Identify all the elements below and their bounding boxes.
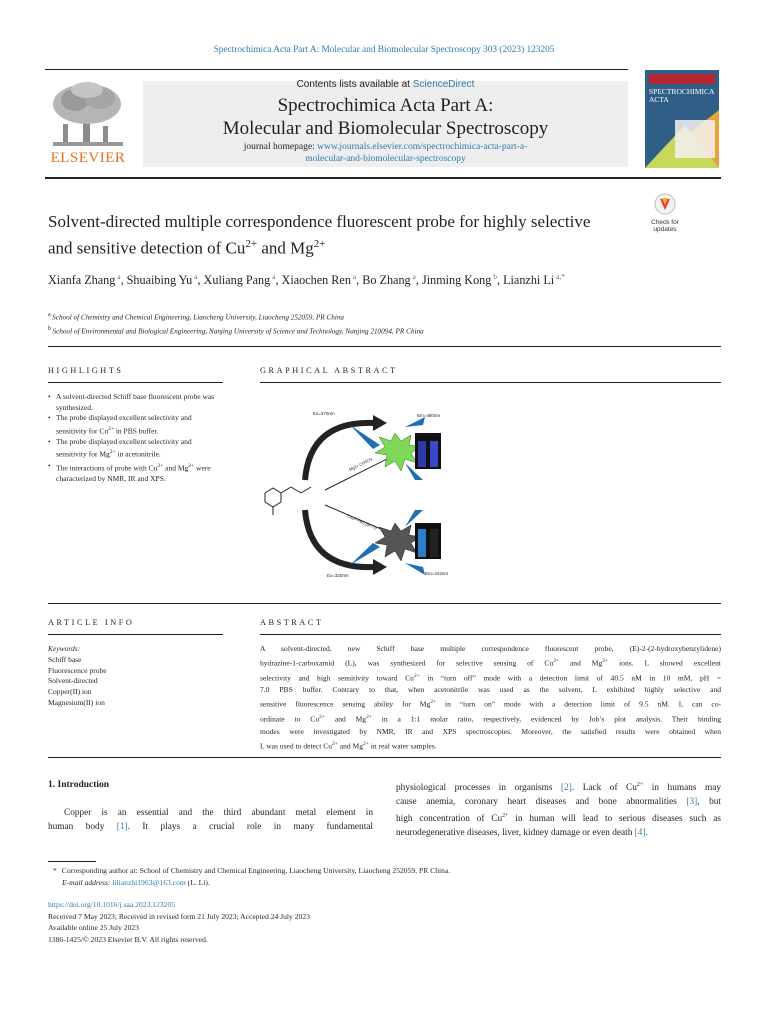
journal-title-line1: Spectrochimica Acta Part A: bbox=[277, 95, 494, 116]
author-affil-mark[interactable]: a bbox=[350, 272, 357, 281]
intro-left-column bbox=[48, 806, 373, 834]
highlights-list bbox=[48, 392, 223, 484]
abstract-line: A solvent-directed, new Schiff base multiple correspondence fluorescent probe, (E)-2-(2-hydroxybenzylidene) bbox=[260, 644, 721, 653]
journal-title bbox=[143, 94, 628, 140]
citation-link[interactable]: [1] bbox=[116, 822, 128, 832]
abstract-heading: ABSTRACT bbox=[260, 618, 324, 627]
keyword-item: Schiff base bbox=[48, 654, 82, 664]
running-head[interactable]: Spectrochimica Acta Part A: Molecular and Biomolecular Spectroscopy 303 (2023) 123205 bbox=[213, 45, 555, 55]
paragraph-line: cause anemia, coronary heart diseases and bone abnormalities [3], but bbox=[396, 797, 722, 808]
email-label: E-mail address: bbox=[62, 877, 113, 887]
author-name[interactable]: Xiaochen Ren bbox=[281, 273, 351, 288]
intro-right-column bbox=[396, 778, 721, 840]
turn-on-burst bbox=[375, 433, 421, 471]
ex-top-label: Ex=370nm bbox=[313, 411, 335, 416]
abstract-line: hydrazine-1-carboxamid (L), was synthesized for selective sensing of $Cu^{2+}$ and $Mg^{2+}$ ions. L showed excellent bbox=[260, 658, 722, 668]
highlight-item: • The probe displayed excellent selectivity and sensitivity for $Mg^{2+}$ in acetonitrile. bbox=[48, 437, 223, 461]
author-affil-mark[interactable]: a bbox=[270, 272, 276, 281]
arrow-bottom-label: Cu2+ PBS pH 7.0 bbox=[346, 513, 378, 531]
homepage-label: journal homepage: bbox=[243, 142, 318, 152]
abstract-line: modes were investigated by NMR, IR and XPS spectroscopies. Moreover, the satisfied results were obtained when bbox=[260, 726, 721, 736]
paragraph-line: high concentration of $Cu^{2+}$ in human will lead to serious diseases such as bbox=[396, 813, 721, 825]
author-name[interactable]: Lianzhi Li bbox=[503, 273, 555, 288]
available-online: Available online 25 July 2023 bbox=[48, 923, 139, 932]
author-affil-mark[interactable]: a bbox=[410, 272, 416, 281]
keyword-item: Fluorescence probe bbox=[48, 665, 107, 675]
abstract-line: ordinate to $Cu^{2+}$ and $Mg^{2+}$ in a 1:1 molar ratio, respectively, evidenced by Job’s plot analysis. Their binding bbox=[260, 714, 721, 724]
contents-prefix: Contents lists available at bbox=[296, 79, 413, 90]
graphical-abstract-heading: GRAPHICAL ABSTRACT bbox=[260, 366, 398, 375]
email-link[interactable]: lilianzhi1963@163.com bbox=[112, 877, 186, 887]
author-name[interactable]: Xuliang Pang bbox=[203, 273, 271, 288]
graphical-abstract-figure[interactable] bbox=[255, 405, 470, 585]
homepage-url-cont[interactable]: molecular-and-biomolecular-spectroscopy bbox=[305, 154, 466, 164]
highlight-item: • The interactions of probe with $Cu^{2+}$ and $Mg^{2+}$ were characterized by NMR, IR and XPS. bbox=[48, 461, 223, 485]
turn-on-label: Turn On bbox=[289, 418, 307, 437]
abstract-line: selectivity and high sensitivity toward $Cu^{2+}$ in “turn off” mode with a detection limit of 40.5 nM in 10 mM, pH = bbox=[260, 672, 721, 683]
highlights-heading: HIGHLIGHTS bbox=[48, 366, 124, 375]
citation-link[interactable]: [3] bbox=[686, 797, 698, 808]
em-top-label: Em=480nm bbox=[417, 413, 441, 418]
ex-bottom-label: Ex=320nm bbox=[327, 573, 349, 578]
copyright-line: 1386-1425/© 2023 Elsevier B.V. All rights reserved. bbox=[48, 934, 208, 944]
keyword-item: Solvent-directed bbox=[48, 676, 98, 686]
contents-line bbox=[143, 79, 628, 90]
paragraph-line: Copper is an essential and the third abundant metal element in bbox=[64, 808, 373, 818]
ga-rule bbox=[260, 382, 721, 383]
affiliations bbox=[48, 309, 688, 338]
sciencedirect-link[interactable]: ScienceDirect bbox=[412, 79, 475, 90]
author-affil-mark[interactable]: b bbox=[491, 272, 497, 281]
received-dates: Received 7 May 2023; Received in revised form 21 July 2023; Accepted 24 July 2023 bbox=[48, 911, 310, 921]
em-bottom-label: Em=442nm bbox=[425, 571, 449, 576]
paragraph-line: neurodegenerative diseases, liver, kidney damage or even death [4]. bbox=[396, 828, 648, 839]
footnote-rule bbox=[48, 861, 96, 862]
citation-link[interactable]: [4] bbox=[634, 828, 646, 839]
highlights-rule bbox=[48, 382, 223, 383]
email-suffix: (L. Li). bbox=[185, 877, 210, 887]
journal-cover[interactable] bbox=[645, 70, 719, 168]
keyword-item: Copper(II) ion bbox=[48, 687, 92, 697]
article-history bbox=[48, 899, 728, 945]
abstract-line: 7.0 PBS buffer. Contrary to that, when acetonitrile was used as the solvent, L exhibited highly selective and bbox=[260, 685, 721, 695]
paragraph-line: physiological processes in organisms [2]. Lack of $Cu^{2+}$ in humans may bbox=[396, 782, 721, 794]
author-rule bbox=[48, 346, 721, 347]
turn-off-arrow bbox=[305, 510, 375, 567]
top-rule bbox=[45, 69, 628, 70]
author-name[interactable]: Xianfa Zhang bbox=[48, 273, 116, 288]
author-list: Xianfa Zhang $^a$, Shuaibing Yu $^a$, Xuliang Pang $^a$, Xiaochen Ren $^a$, Bo Zhang $^a$, Jinming Kong $^b$, Lianzhi Li $^{a,*}$ bbox=[48, 272, 566, 288]
highlight-item: • A solvent-directed Schiff base fluorescent probe was synthesized. bbox=[48, 392, 223, 413]
journal-title-line2: Molecular and Biomolecular Spectroscopy bbox=[222, 118, 549, 139]
cover-title: SPECTROCHIMICA ACTA bbox=[649, 87, 715, 104]
homepage-url[interactable]: www.journals.elsevier.com/spectrochimica-acta-part-a- bbox=[317, 142, 528, 152]
banner-rule bbox=[45, 177, 721, 179]
keywords-block bbox=[48, 644, 223, 709]
author-affil-mark[interactable]: a,* bbox=[554, 272, 566, 281]
highlight-item: • The probe displayed excellent selectivity and sensitivity for $Cu^{2+}$ in PBS buffer. bbox=[48, 413, 223, 437]
keywords-label: Keywords: bbox=[48, 644, 81, 653]
turn-on-arrow bbox=[305, 423, 375, 480]
affiliation-line: $^b$ School of Environmental and Biological Engineering, Nanjing University of Science and Technology, Nanjing 210094, PR China bbox=[48, 326, 424, 336]
corresponding-text: Corresponding author at: School of Chemistry and Chemical Engineering, Liaocheng University, Liaocheng 252059, PR China. bbox=[61, 866, 451, 875]
check-for-updates-badge[interactable] bbox=[645, 193, 685, 231]
citation-link[interactable]: [2] bbox=[561, 783, 572, 794]
abstract-bottom-rule bbox=[48, 757, 721, 758]
introduction-heading: 1. Introduction bbox=[48, 780, 110, 790]
article-info-heading: ARTICLE INFO bbox=[48, 618, 135, 627]
author-name[interactable]: Jinming Kong bbox=[421, 273, 492, 288]
abstract-text bbox=[260, 643, 721, 752]
check-updates-label: Check for updates bbox=[651, 219, 679, 233]
doi-link[interactable]: https://doi.org/10.1016/j.saa.2023.123205 bbox=[48, 900, 176, 909]
abstract-line: L was used to detect $Cu^{2+}$ and $Mg^{2+}$ in real water samples. bbox=[260, 740, 437, 751]
author-affil-mark[interactable]: a bbox=[192, 272, 198, 281]
article-info-rule bbox=[48, 634, 223, 635]
ga-bottom-rule bbox=[48, 603, 721, 604]
author-affil-mark[interactable]: a bbox=[115, 272, 121, 281]
publisher-logo-text: ELSEVIER bbox=[50, 150, 126, 166]
corresponding-footnote: * Corresponding author at: School of Chemistry and Chemical Engineering, Liaocheng University, Liaocheng 252059, PR China. E-mail address: lilianzhi1963@163.com (L. Li). bbox=[53, 866, 451, 887]
abstract-line: sensitive fluorescence sensing ability for $Mg^{2+}$ in “turn on” mode with a detection limit of 9.5 nM. L can co- bbox=[260, 699, 721, 709]
affiliation-line: $^a$ School of Chemistry and Chemical Engineering, Liaocheng University, Liaocheng 252059, PR China bbox=[48, 312, 345, 322]
article-title: Solvent-directed multiple correspondence fluorescent probe for highly selective and sensitive detection of $Cu^{2+}$ and $Mg^{2+}$ bbox=[48, 212, 591, 258]
turn-off-burst bbox=[375, 523, 421, 561]
paragraph-line: human body [1]. It plays a crucial role in many fundamental bbox=[48, 822, 373, 832]
author-name[interactable]: Bo Zhang bbox=[362, 273, 411, 288]
journal-homepage bbox=[143, 141, 628, 165]
author-name[interactable]: Shuaibing Yu bbox=[126, 273, 193, 288]
arrow-top-label: Mg2+ CH3CN bbox=[348, 456, 373, 472]
turn-off-label: Turn Off bbox=[293, 557, 312, 575]
keyword-item: Magnesium(II) ion bbox=[48, 697, 105, 707]
abstract-rule bbox=[260, 634, 721, 635]
check-updates-icon bbox=[653, 193, 677, 215]
